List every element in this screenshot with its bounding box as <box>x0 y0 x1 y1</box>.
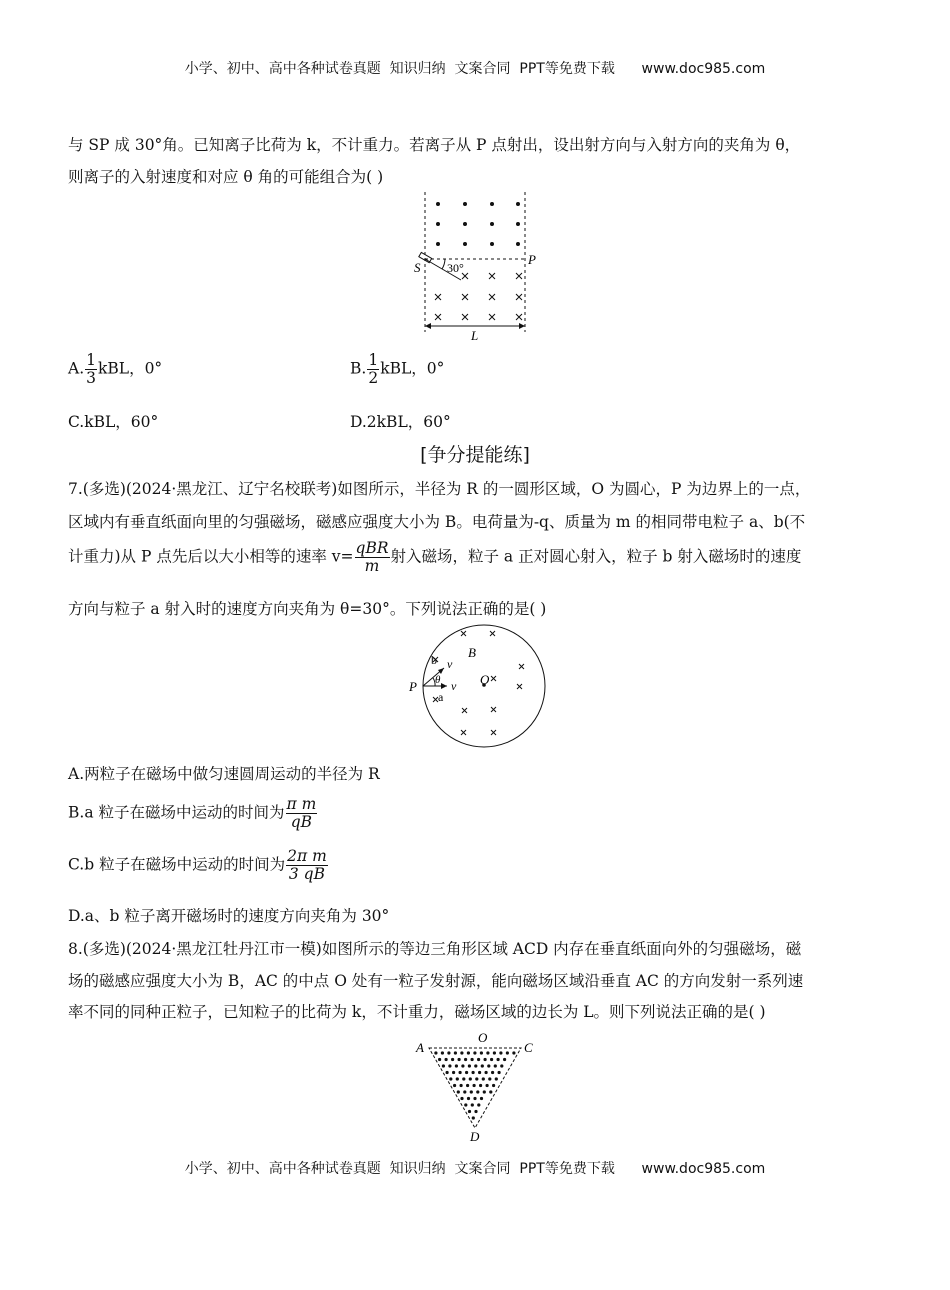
field-dot <box>483 1090 486 1093</box>
field-dot <box>495 1077 498 1080</box>
field-dot <box>499 1051 502 1054</box>
field-dot <box>474 1064 477 1067</box>
field-dot <box>442 1064 445 1067</box>
q6-option-d: D.2kBL，60° <box>350 413 451 431</box>
field-dot <box>445 1058 448 1061</box>
field-dot <box>500 1064 503 1067</box>
field-dot <box>467 1051 470 1054</box>
q7-label-v-b: v <box>447 657 453 671</box>
field-dot <box>477 1103 480 1106</box>
field-dot <box>453 1084 456 1087</box>
q6-label-p: P <box>528 252 536 267</box>
q7-label-v-a: v <box>451 679 457 693</box>
q6-text-line1: 与 SP 成 30°角。已知离子比荷为 k，不计重力。若离子从 P 点射出，设出射方向与入射方向的夹角为 θ， <box>68 136 801 154</box>
field-dot <box>458 1058 461 1061</box>
field-dot <box>460 1097 463 1100</box>
q6-label-l: L <box>471 328 479 343</box>
field-dot <box>512 1051 515 1054</box>
field-dot <box>468 1064 471 1067</box>
q7-text-line3: 计重力)从 P 点先后以大小相等的速率 v= $\frac{\text{qBR}}{m}$ 射入磁场，粒子 a 正对圆心射入，粒子 b 射入磁场时的速度 <box>68 539 802 575</box>
field-dot <box>457 1090 460 1093</box>
field-dot <box>456 1077 459 1080</box>
q7-text-line4: 方向与粒子 a 射入时的速度方向夹角为 θ=30°。下列说法正确的是( ) <box>68 600 547 618</box>
field-dot <box>473 1097 476 1100</box>
field-dot <box>490 1058 493 1061</box>
field-dot <box>447 1051 450 1054</box>
field-dot <box>503 1058 506 1061</box>
field-dot <box>485 1071 488 1074</box>
q7-option-a: A.两粒子在磁场中做匀速圆周运动的半径为 R <box>68 765 380 783</box>
field-dot <box>464 1058 467 1061</box>
field-dot <box>486 1051 489 1054</box>
field-dot <box>469 1077 472 1080</box>
q7-text-line1: 7.(多选)(2024·黑龙江、辽宁名校联考)如图所示，半径为 R 的一圆形区域，O 为圆心，P 为边界上的一点， <box>68 480 811 498</box>
q8-figure <box>410 1030 550 1145</box>
field-dot <box>489 1090 492 1093</box>
field-dot <box>470 1090 473 1093</box>
q6-option-c: C.kBL，60° <box>68 413 159 431</box>
field-dot <box>471 1058 474 1061</box>
field-dot <box>493 1051 496 1054</box>
field-dot <box>476 1090 479 1093</box>
field-dot <box>448 1064 451 1067</box>
q7-figure <box>405 622 550 750</box>
field-dot <box>452 1071 455 1074</box>
q7-option-b: B.a 粒子在磁场中运动的时间为 $\frac{\text{π m}}{qB}$ <box>68 795 317 831</box>
q7-option-c: C.b 粒子在磁场中运动的时间为 $\frac{\text{2π m}}{3 qB}$ <box>68 847 327 883</box>
field-dot <box>455 1064 458 1067</box>
field-dot <box>506 1051 509 1054</box>
section-title: [争分提能练] <box>420 444 530 466</box>
field-dot <box>492 1084 495 1087</box>
q7-text-line2: 区域内有垂直纸面向里的匀强磁场，磁感应强度大小为 B。电荷量为-q、质量为 m 的相同带电粒子 a、b(不 <box>68 513 806 531</box>
q7-label-b-field: B <box>468 645 476 660</box>
field-dot <box>477 1058 480 1061</box>
field-dot <box>449 1077 452 1080</box>
field-dot <box>438 1058 441 1061</box>
field-dot <box>461 1064 464 1067</box>
q7-label-a-particle: a <box>438 690 444 704</box>
q7-label-o: O <box>480 672 490 687</box>
q8-field-dots <box>434 1051 515 1119</box>
q6-text-line2: 则离子的入射速度和对应 θ 角的可能组合为( ) <box>68 168 384 186</box>
field-dot <box>478 1071 481 1074</box>
field-dot <box>451 1058 454 1061</box>
q8-label-c: C <box>524 1040 533 1055</box>
field-dot <box>472 1116 475 1119</box>
field-dot <box>479 1084 482 1087</box>
q7-label-theta: θ <box>435 674 441 686</box>
q8-label-a: A <box>416 1040 424 1055</box>
field-dot <box>473 1084 476 1087</box>
q7-label-b-particle: b <box>431 653 437 667</box>
q6-option-a: A. $\frac{1}{3}$ kBL，0° <box>68 351 163 387</box>
q6-angle-label: 30° <box>447 261 464 275</box>
field-dot <box>463 1090 466 1093</box>
field-dot <box>486 1084 489 1087</box>
field-dot <box>472 1071 475 1074</box>
q8-label-o: O <box>478 1030 488 1045</box>
field-dot <box>459 1071 462 1074</box>
field-dot <box>475 1077 478 1080</box>
field-dot <box>481 1064 484 1067</box>
field-dot <box>471 1103 474 1106</box>
field-dot <box>473 1051 476 1054</box>
page-header: 小学、初中、高中各种试卷真题 知识归纳 文案合同 PPT等免费下载 www.doc985.com <box>184 61 766 77</box>
page-footer: 小学、初中、高中各种试卷真题 知识归纳 文案合同 PPT等免费下载 www.doc985.com <box>184 1161 766 1177</box>
q7-label-p: P <box>409 679 417 694</box>
q6-figure <box>405 192 545 344</box>
field-dot <box>467 1097 470 1100</box>
field-dot <box>484 1058 487 1061</box>
field-dot <box>474 1110 477 1113</box>
q6-label-s: S <box>414 260 421 275</box>
field-dot <box>441 1051 444 1054</box>
field-dot <box>465 1071 468 1074</box>
field-dot <box>468 1110 471 1113</box>
field-dot <box>464 1103 467 1106</box>
q8-text-line3: 率不同的同种正粒子，已知粒子的比荷为 k，不计重力，磁场区域的边长为 L。则下列说法正确的是( ) <box>68 1003 766 1021</box>
field-dot <box>446 1071 449 1074</box>
field-dot <box>454 1051 457 1054</box>
field-dot <box>494 1064 497 1067</box>
q8-label-d: D <box>470 1129 480 1144</box>
field-dot <box>460 1051 463 1054</box>
field-dot <box>462 1077 465 1080</box>
field-dot <box>466 1084 469 1087</box>
q8-text-line1: 8.(多选)(2024·黑龙江牡丹江市一模)如图所示的等边三角形区域 ACD 内存在垂直纸面向外的匀强磁场，磁 <box>68 940 802 958</box>
q7-option-d: D.a、b 粒子离开磁场时的速度方向夹角为 30° <box>68 907 390 925</box>
field-dot <box>480 1097 483 1100</box>
field-dot <box>480 1051 483 1054</box>
field-dot <box>460 1084 463 1087</box>
field-dot <box>434 1051 437 1054</box>
field-dot <box>487 1064 490 1067</box>
field-dot <box>482 1077 485 1080</box>
field-dot <box>498 1071 501 1074</box>
field-dot <box>488 1077 491 1080</box>
q8-text-line2: 场的磁感应强度大小为 B，AC 的中点 O 处有一粒子发射源，能向磁场区域沿垂直 AC 的方向发射一系列速 <box>68 972 804 990</box>
field-dot <box>497 1058 500 1061</box>
field-dot <box>491 1071 494 1074</box>
q6-option-b: B. $\frac{1}{2}$ kBL，0° <box>350 351 445 387</box>
